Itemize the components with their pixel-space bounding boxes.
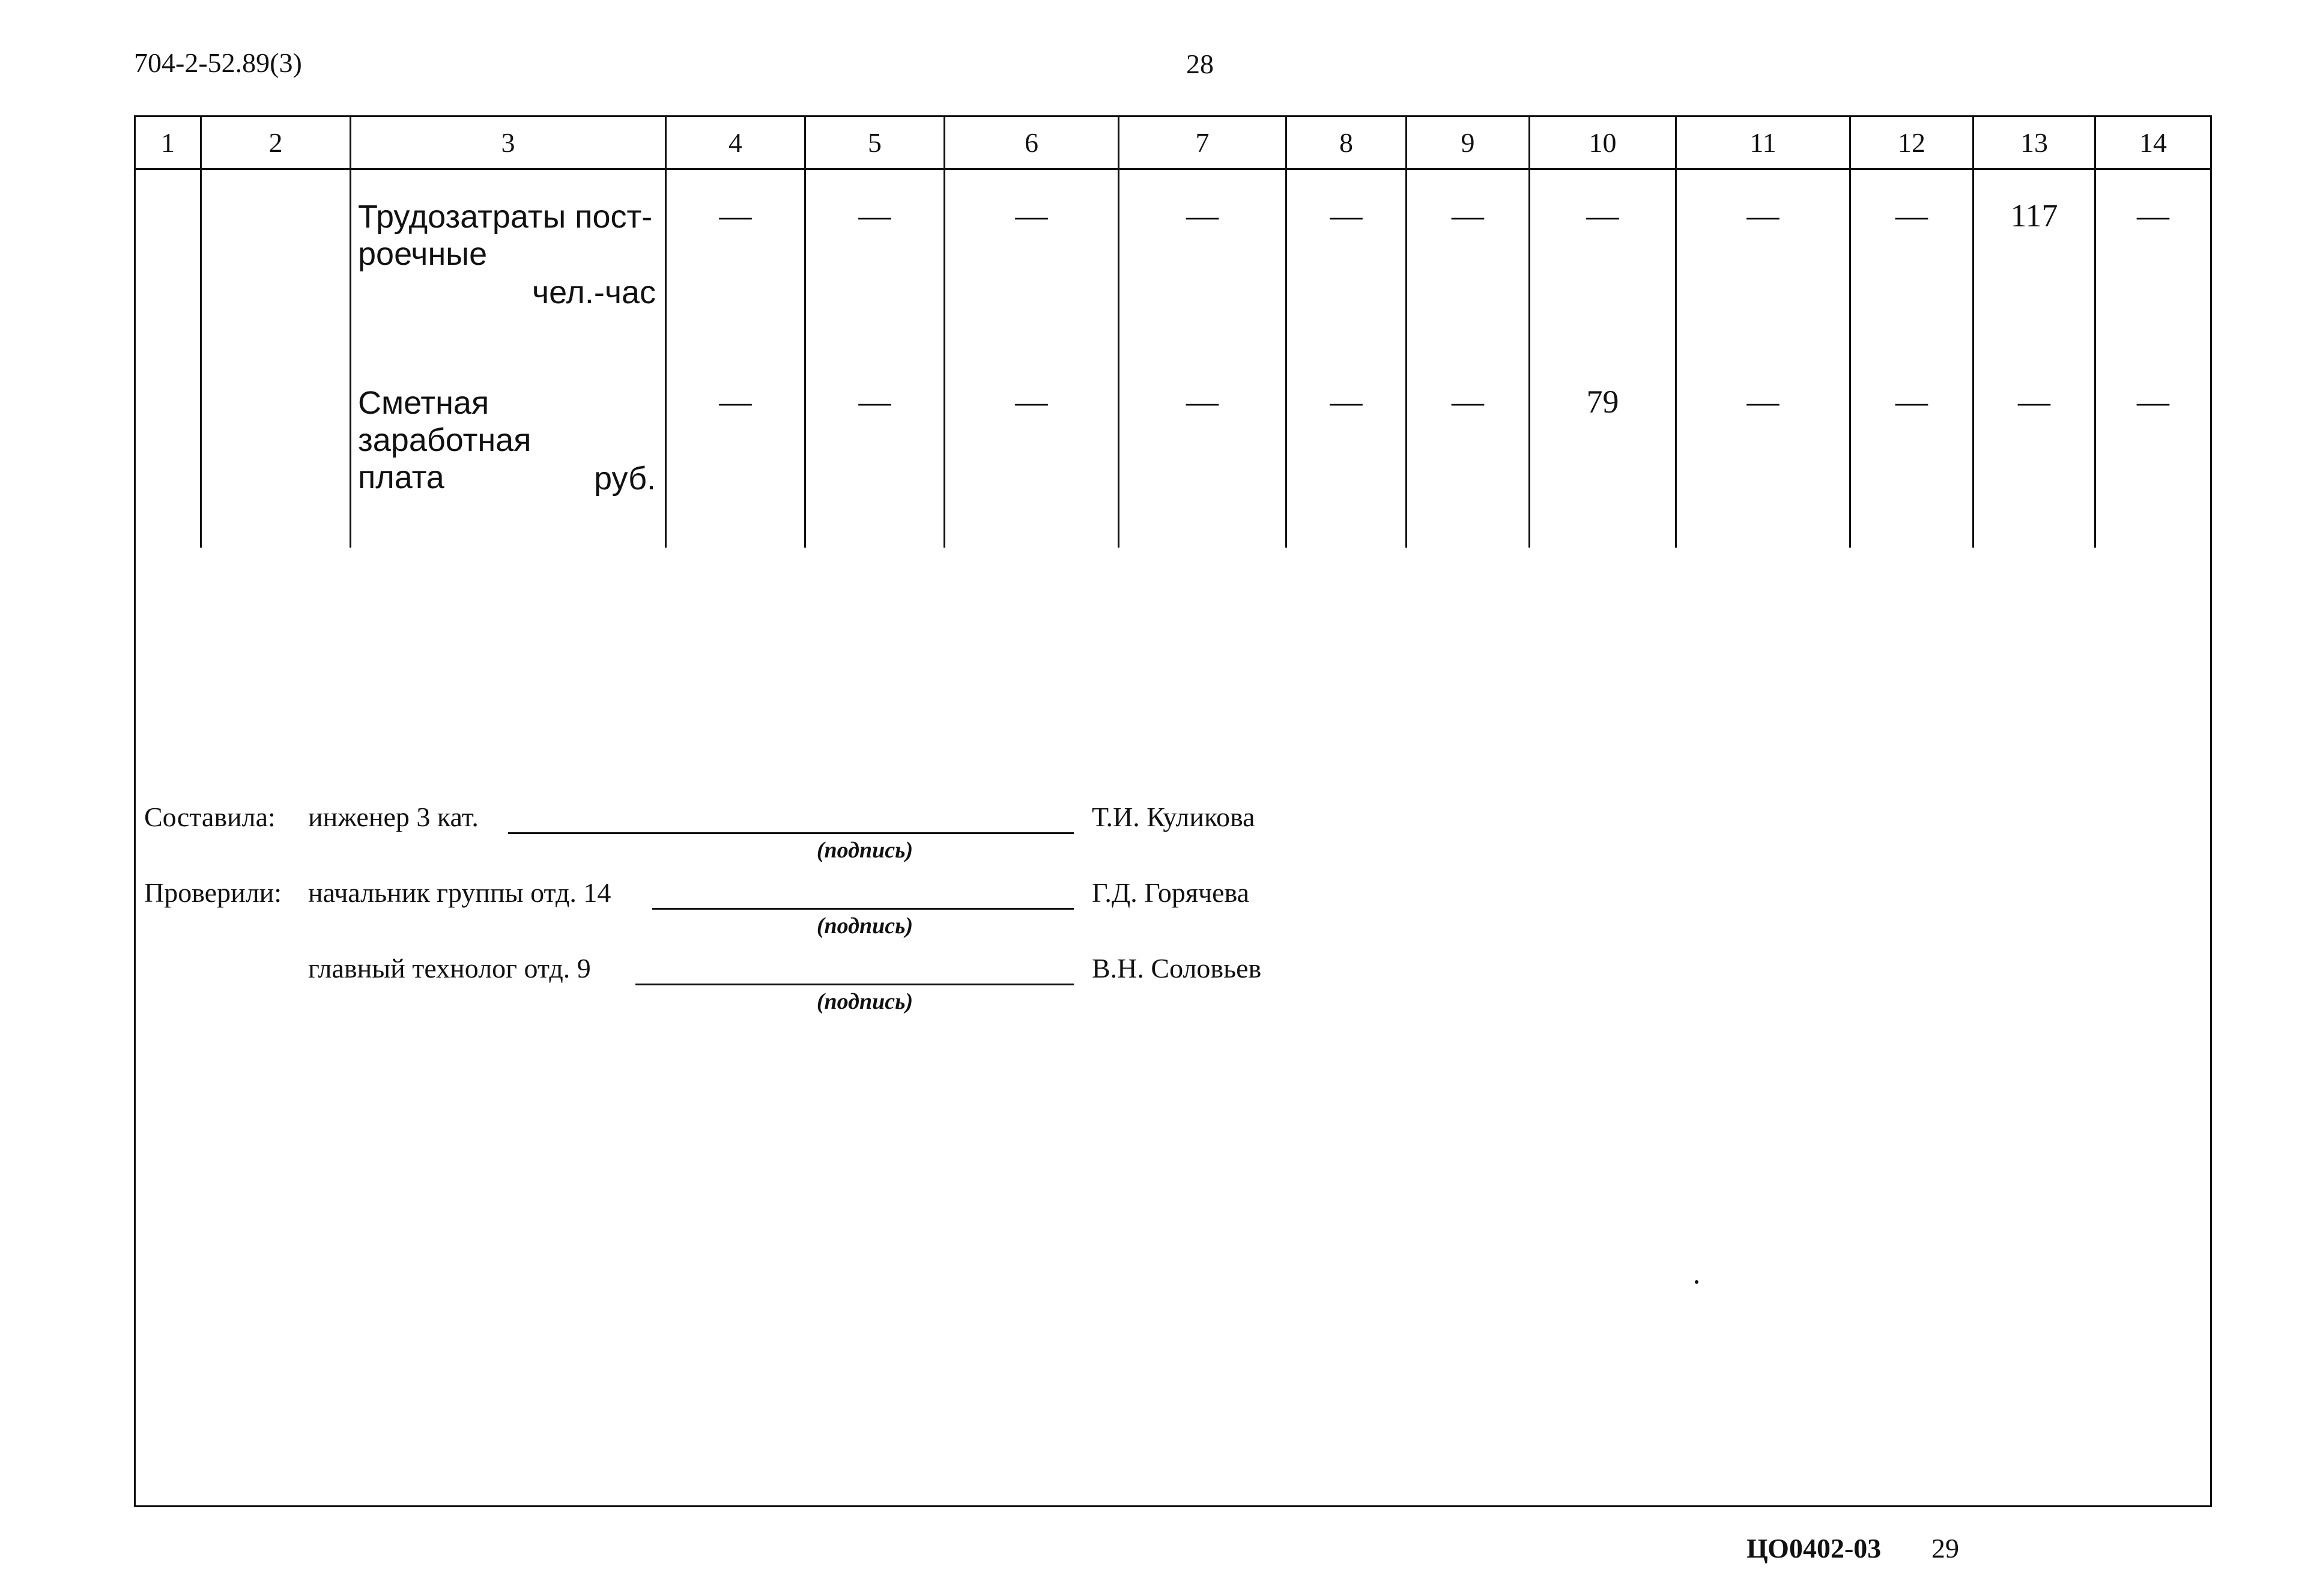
col-divider	[804, 115, 806, 548]
col-divider	[944, 115, 945, 548]
column-number: 7	[1195, 127, 1210, 158]
signature-caption: (подпись)	[816, 913, 913, 939]
table-cell: —	[1895, 198, 1928, 234]
table-cell: —	[1330, 384, 1363, 420]
column-number: 2	[268, 127, 283, 158]
table-cell: —	[1895, 384, 1928, 420]
table-cell: —	[2137, 198, 2169, 234]
row-label: Трудозатраты пост- роечные	[358, 199, 653, 272]
table-cell: —	[1586, 198, 1619, 234]
row-unit: руб.	[594, 461, 656, 497]
table-cell: —	[1746, 198, 1779, 234]
col-divider	[1285, 115, 1287, 548]
compiled-name: Т.И. Куликова	[1092, 802, 1255, 832]
compiled-role: инженер 3 кат.	[308, 802, 479, 832]
col-divider	[1118, 115, 1119, 548]
signature-line	[652, 908, 1074, 910]
col-divider	[350, 115, 351, 548]
signature-caption: (подпись)	[816, 838, 913, 863]
table-cell: —	[719, 384, 752, 420]
table-cell: —	[1015, 384, 1048, 420]
column-number: 4	[728, 127, 742, 158]
column-number: 6	[1025, 127, 1038, 158]
row-unit: чел.-час	[532, 274, 656, 310]
col-divider	[1972, 115, 1974, 548]
checked-name-2: В.Н. Соловьев	[1092, 953, 1262, 984]
col-divider	[200, 115, 202, 548]
column-number: 5	[868, 127, 882, 158]
column-number: 12	[1898, 127, 1925, 158]
table-cell: —	[1015, 198, 1048, 234]
table-cell: —	[858, 384, 891, 420]
column-number: 1	[161, 127, 175, 158]
checked-role-1: начальник группы отд. 14	[308, 877, 611, 908]
column-number: 13	[2020, 127, 2048, 158]
signature-caption: (подпись)	[816, 989, 913, 1014]
table-cell: —	[719, 198, 752, 234]
column-number: 10	[1589, 127, 1617, 158]
table-cell: 79	[1586, 384, 1619, 420]
col-divider	[665, 115, 667, 548]
stray-dot	[1695, 1280, 1698, 1284]
page-number: 28	[1186, 49, 1214, 79]
signature-line	[508, 832, 1074, 834]
header-divider	[134, 168, 2212, 170]
column-number: 3	[501, 127, 515, 158]
table-cell: 117	[2010, 198, 2058, 234]
document-code: 704-2-52.89(3)	[134, 47, 302, 78]
column-number: 14	[2139, 127, 2167, 158]
col-divider	[1849, 115, 1851, 548]
table-cell: —	[1452, 384, 1484, 420]
table-cell: —	[858, 198, 891, 234]
table-cell: —	[2137, 384, 2169, 420]
table-cell: —	[1186, 198, 1219, 234]
footer-page: 29	[1931, 1533, 1959, 1564]
compiled-label: Составила:	[144, 802, 276, 832]
column-number: 11	[1749, 127, 1776, 158]
col-divider	[1405, 115, 1407, 548]
col-divider	[1675, 115, 1677, 548]
col-divider	[2094, 115, 2096, 548]
column-number: 9	[1461, 127, 1475, 158]
col-divider	[1528, 115, 1530, 548]
checked-label: Проверили:	[144, 877, 282, 908]
table-cell: —	[2018, 384, 2050, 420]
signature-line	[635, 984, 1074, 985]
table-cell: —	[1452, 198, 1484, 234]
row-label: Сметная заработная плата	[358, 385, 532, 495]
table-cell: —	[1746, 384, 1779, 420]
checked-name-1: Г.Д. Горячева	[1092, 877, 1250, 908]
footer-code: ЦО0402-03	[1746, 1533, 1882, 1564]
column-number: 8	[1339, 127, 1353, 158]
table-cell: —	[1186, 384, 1219, 420]
table-cell: —	[1330, 198, 1363, 234]
checked-role-2: главный технолог отд. 9	[308, 953, 591, 984]
